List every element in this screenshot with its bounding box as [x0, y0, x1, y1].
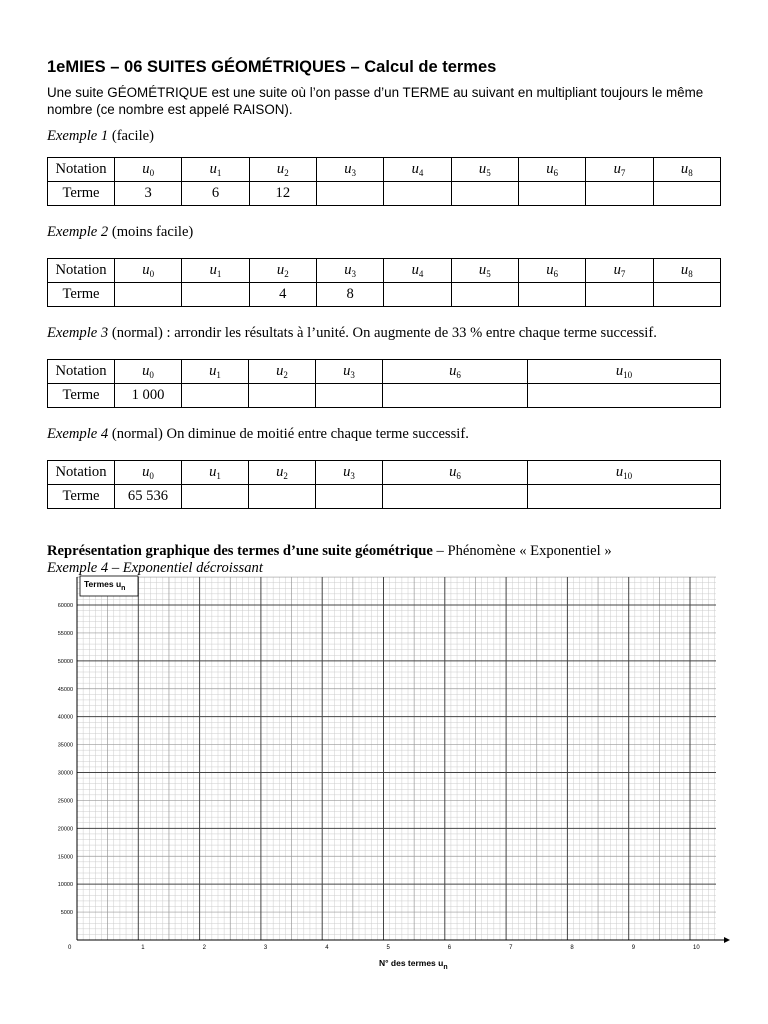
y-tick-label: 30000	[57, 770, 73, 777]
y-tick-label: 50000	[57, 658, 73, 665]
row-label: Notation	[48, 158, 115, 182]
y-tick-label: 55000	[57, 630, 73, 637]
term-cell[interactable]: 4	[249, 283, 316, 307]
term-cell[interactable]: 65 536	[115, 485, 182, 509]
notation-cell: $u_0$	[115, 259, 182, 283]
notation-cell: $u_4$	[384, 259, 451, 283]
notation-cell: $u_0$	[115, 461, 182, 485]
y-tick-label: 5000	[60, 910, 73, 917]
example-2-label: Exemple 2 (moins facile)	[47, 224, 194, 240]
x-axis-arrow	[724, 937, 730, 943]
notation-cell: $u_8$	[653, 259, 720, 283]
term-row	[48, 485, 721, 509]
notation-row	[48, 461, 721, 485]
notation-cell: $u_1$	[182, 360, 249, 384]
term-cell[interactable]	[653, 182, 720, 206]
term-cell[interactable]	[249, 384, 316, 408]
notation-cell: $u_2$	[249, 259, 316, 283]
term-cell[interactable]	[528, 384, 721, 408]
term-cell[interactable]	[586, 283, 653, 307]
term-cell[interactable]	[383, 384, 528, 408]
row-label: Notation	[48, 461, 115, 485]
major-grid	[77, 577, 716, 940]
graph-section-title: Représentation graphique des termes d’une suite géométrique – Phénomène « Exponentiel »	[47, 543, 612, 559]
x-tick-label: 2	[202, 945, 206, 951]
term-cell[interactable]	[586, 182, 653, 206]
row-label: Notation	[48, 259, 115, 283]
term-cell[interactable]	[528, 485, 721, 509]
page-title: 1eMIES – 06 SUITES GÉOMÉTRIQUES – Calcul de termes	[47, 58, 497, 76]
notation-cell: $u_{10}$	[528, 360, 721, 384]
y-tick-label: 35000	[57, 742, 73, 749]
notation-cell: $u_1$	[182, 158, 249, 182]
row-label: Terme	[48, 384, 115, 408]
term-cell[interactable]: 6	[182, 182, 249, 206]
term-cell[interactable]	[451, 283, 518, 307]
x-tick-label: 6	[447, 945, 452, 951]
y-tick-label: 25000	[57, 798, 73, 805]
term-cell[interactable]	[182, 485, 249, 509]
notation-cell: $u_5$	[451, 158, 518, 182]
example-4-label: Exemple 4 (normal) On diminue de moitié entre chaque terme successif.	[47, 426, 469, 442]
term-cell[interactable]	[383, 485, 528, 509]
intro-text: Une suite GÉOMÉTRIQUE est une suite où l’on passe d’un TERME au suivant en multipliant toujours le même nombre (ce nombre est appelé RAISON).	[47, 85, 704, 117]
example-1-table	[47, 157, 721, 206]
term-cell[interactable]	[451, 182, 518, 206]
example-1-label: Exemple 1 (facile)	[47, 128, 154, 144]
y-tick-label: 10000	[57, 882, 73, 889]
notation-cell: $u_1$	[182, 259, 249, 283]
x-tick-label: 5	[386, 945, 390, 951]
x-tick-label: 9	[631, 945, 636, 951]
notation-cell: $u_6$	[383, 360, 528, 384]
term-cell[interactable]	[384, 182, 451, 206]
term-cell[interactable]: 8	[316, 283, 383, 307]
term-cell[interactable]	[316, 485, 383, 509]
notation-cell: $u_6$	[518, 158, 585, 182]
row-label: Terme	[48, 182, 115, 206]
y-tick-label: 40000	[57, 714, 73, 721]
term-row	[48, 283, 721, 307]
minor-grid	[77, 577, 716, 940]
notation-cell: $u_2$	[249, 461, 316, 485]
notation-cell: $u_8$	[653, 158, 720, 182]
x-tick-label: 8	[570, 945, 574, 951]
notation-cell: $u_{10}$	[528, 461, 721, 485]
term-row	[48, 182, 721, 206]
term-cell[interactable]	[316, 384, 383, 408]
notation-cell: $u_3$	[316, 360, 383, 384]
term-cell[interactable]: 12	[249, 182, 316, 206]
notation-cell: $u_6$	[383, 461, 528, 485]
x-tick-label: 1	[141, 945, 145, 951]
notation-cell: $u_2$	[249, 158, 316, 182]
mid-grid	[77, 577, 716, 940]
notation-cell: $u_0$	[115, 360, 182, 384]
term-cell[interactable]	[653, 283, 720, 307]
notation-cell: $u_7$	[586, 158, 653, 182]
notation-cell: $u_0$	[115, 158, 182, 182]
term-cell[interactable]	[518, 182, 585, 206]
example-3-label: Exemple 3 (normal) : arrondir les résultats à l’unité. On augmente de 33 % entre chaque terme successif.	[47, 325, 657, 341]
x-tick-label: 10	[693, 945, 700, 951]
notation-cell: $u_7$	[586, 259, 653, 283]
row-label: Terme	[48, 485, 115, 509]
notation-cell: $u_1$	[182, 461, 249, 485]
notation-row	[48, 360, 721, 384]
notation-row	[48, 259, 721, 283]
term-cell[interactable]: 3	[115, 182, 182, 206]
x-tick-label: 4	[325, 945, 329, 951]
term-cell[interactable]: 1 000	[115, 384, 182, 408]
term-cell[interactable]	[115, 283, 182, 307]
example-3-table	[47, 359, 721, 408]
graph-section-subtitle: Exemple 4 – Exponentiel décroissant	[47, 560, 263, 576]
notation-cell: $u_6$	[518, 259, 585, 283]
y-tick-label: 45000	[57, 686, 73, 693]
row-label: Terme	[48, 283, 115, 307]
term-row	[48, 384, 721, 408]
notation-cell: $u_2$	[249, 360, 316, 384]
term-cell[interactable]	[182, 283, 249, 307]
y-tick-label: 20000	[57, 826, 73, 833]
example-4-table	[47, 460, 721, 509]
notation-cell: $u_4$	[384, 158, 451, 182]
term-cell[interactable]	[518, 283, 585, 307]
graph-paper-chart	[40, 574, 730, 974]
notation-cell: $u_5$	[451, 259, 518, 283]
x-tick-label: 3	[263, 945, 268, 951]
term-cell[interactable]	[182, 384, 249, 408]
y-tick-label: 60000	[57, 603, 73, 609]
example-2-table	[47, 258, 721, 307]
y-axis-title: Termes $u_n$	[84, 579, 126, 592]
y-tick-label: 15000	[57, 854, 73, 861]
term-cell[interactable]	[384, 283, 451, 307]
row-label: Notation	[48, 360, 115, 384]
x-axis-title: N° des termes $u_n$	[379, 958, 448, 971]
notation-cell: $u_3$	[316, 461, 383, 485]
notation-cell: $u_3$	[316, 259, 383, 283]
term-cell[interactable]	[249, 485, 316, 509]
x-tick-label: 0	[68, 945, 72, 951]
term-cell[interactable]	[316, 182, 383, 206]
x-tick-label: 7	[509, 945, 513, 951]
notation-cell: $u_3$	[316, 158, 383, 182]
notation-row	[48, 158, 721, 182]
